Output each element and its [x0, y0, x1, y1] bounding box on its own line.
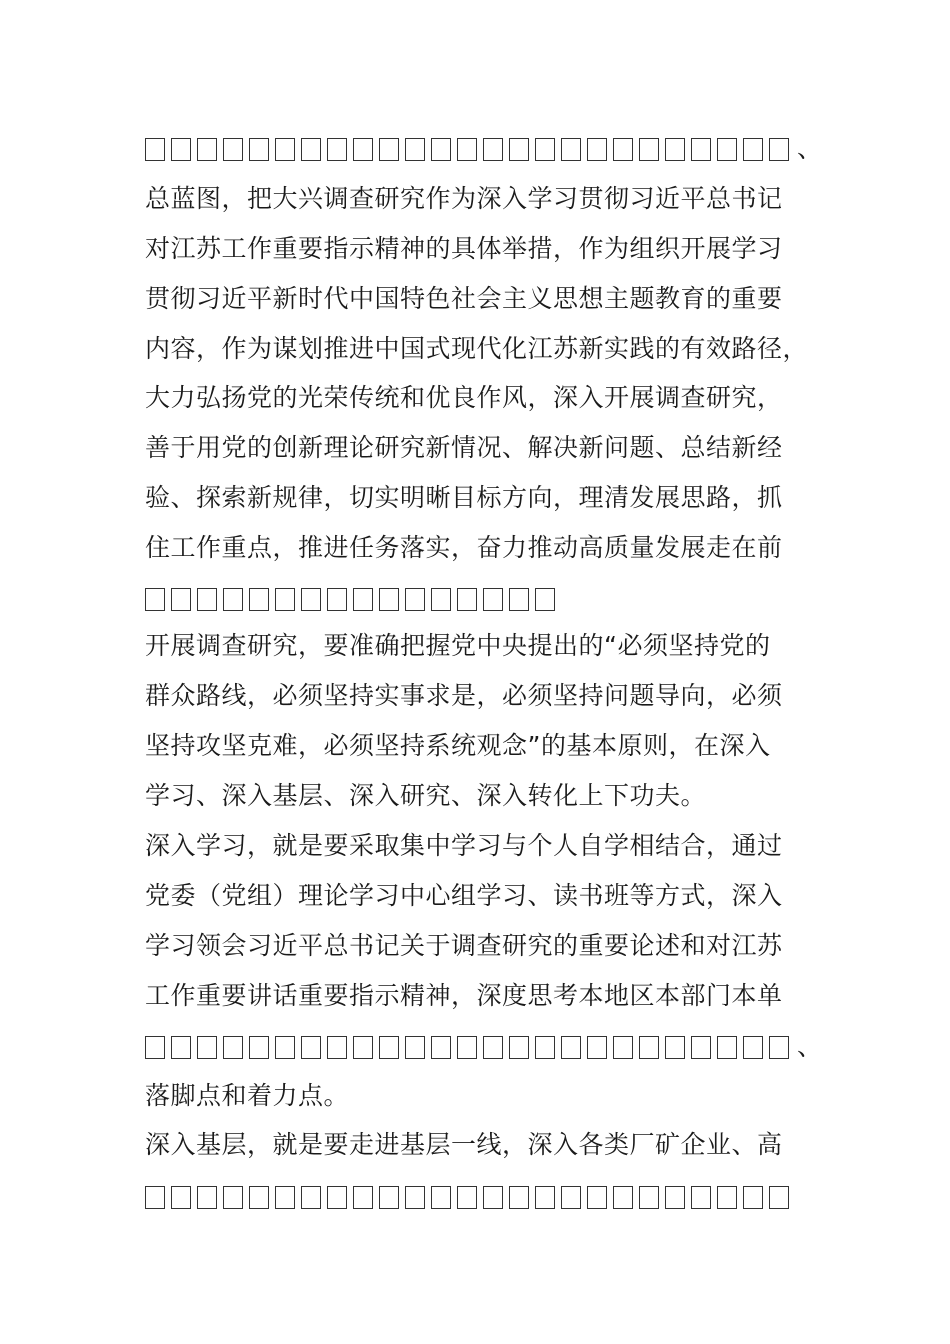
text-line: 总蓝图，把大兴调查研究作为深入学习贯彻习近平总书记: [145, 184, 783, 213]
garbled-line: [145, 132, 822, 166]
garbled-line: [145, 582, 561, 616]
text-line: 深入学习，就是要采取集中学习与个人自学相结合，通过: [145, 831, 783, 860]
garbled-line: [145, 1180, 795, 1214]
text-line: 住工作重点，推进任务落实，奋力推动高质量发展走在前: [145, 533, 783, 562]
text-line: 内容，作为谋划推进中国式现代化江苏新实践的有效路径，: [145, 334, 809, 363]
text-line: 开展调查研究，要准确把握党中央提出的“必须坚持党的: [145, 631, 771, 660]
text-line: 贯彻习近平新时代中国特色社会主义思想主题教育的重要: [145, 284, 783, 313]
text-line: 落脚点和着力点。: [145, 1081, 350, 1110]
text-line: 党委（党组）理论学习中心组学习、读书班等方式，深入: [145, 881, 783, 910]
text-line: 学习领会习近平总书记关于调查研究的重要论述和对江苏: [145, 931, 783, 960]
text-line: 大力弘扬党的光荣传统和优良作风，深入开展调查研究，: [145, 383, 783, 412]
text-line: 善于用党的创新理论研究新情况、解决新问题、总结新经: [145, 433, 783, 462]
garbled-tail: 、: [797, 134, 823, 163]
text-line: 深入基层，就是要走进基层一线，深入各类厂矿企业、高: [145, 1130, 783, 1159]
text-line: 坚持攻坚克难，必须坚持系统观念”的基本原则，在深入: [145, 731, 771, 760]
garbled-line: [145, 1030, 822, 1064]
text-line: 学习、深入基层、深入研究、深入转化上下功夫。: [145, 781, 707, 810]
text-line: 群众路线，必须坚持实事求是，必须坚持问题导向，必须: [145, 681, 783, 710]
text-line: 工作重要讲话重要指示精神，深度思考本地区本部门本单: [145, 981, 783, 1010]
text-line: 验、探索新规律，切实明晰目标方向，理清发展思路，抓: [145, 483, 783, 512]
text-line: 对江苏工作重要指示精神的具体举措，作为组织开展学习: [145, 234, 783, 263]
garbled-tail: 、: [797, 1032, 823, 1061]
